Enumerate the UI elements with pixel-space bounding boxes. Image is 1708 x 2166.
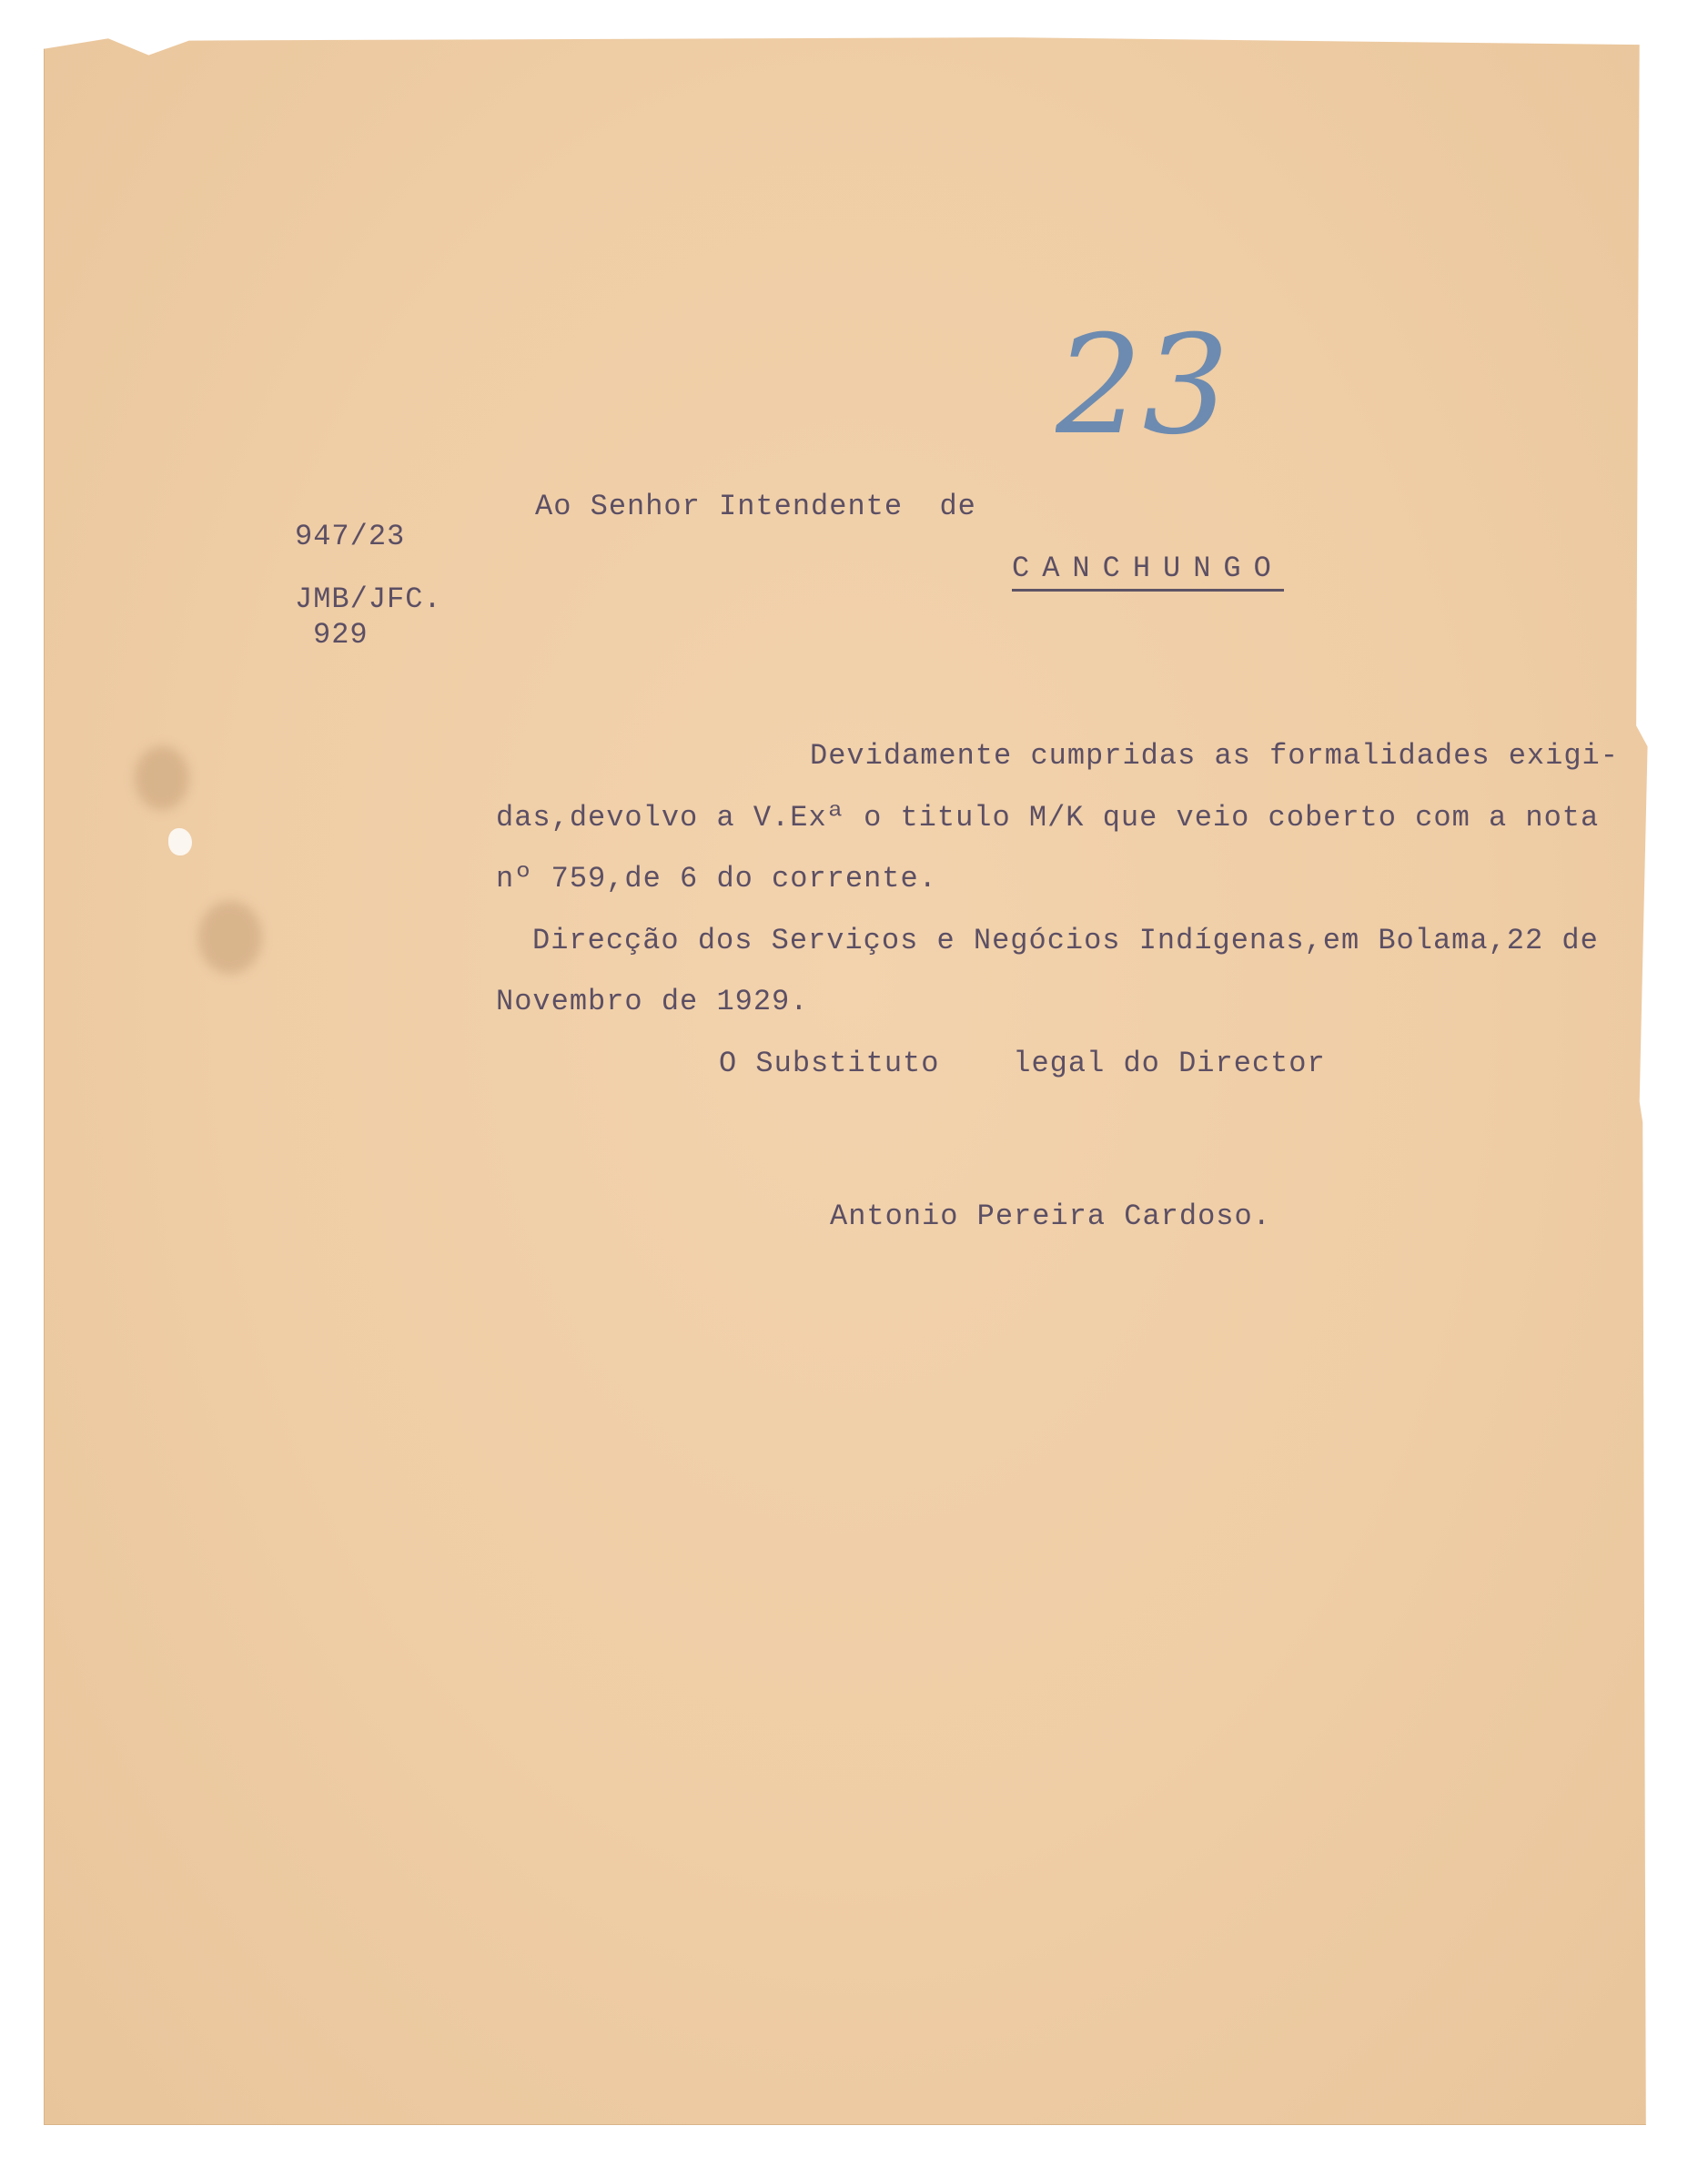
reference-number: 947/23	[295, 520, 406, 553]
stain	[198, 901, 262, 974]
folio-annotation	[1056, 319, 1265, 473]
document-page	[44, 36, 1659, 2125]
signature-name: Antonio Pereira Cardoso.	[830, 1199, 1271, 1233]
paper-hole	[168, 828, 192, 855]
reference-block	[295, 455, 405, 684]
addressee-place: CANCHUNGO	[1012, 552, 1284, 592]
typist-initials: JMB/JFC.	[295, 582, 442, 616]
stain	[135, 746, 189, 810]
signature-title: O Substituto legal do Director	[719, 1047, 1326, 1080]
body-line-3: nº 759,de 6 do corrente.	[496, 862, 937, 896]
reference-year: 929	[313, 618, 369, 652]
body-line-1: Devidamente cumpridas as formalidades exigi-	[810, 739, 1619, 773]
body-line-5: Novembro de 1929.	[496, 985, 809, 1018]
body-line-2: das,devolvo a V.Exª o titulo M/K que veio coberto com a nota	[496, 801, 1600, 835]
folio-number: 23	[1056, 319, 1229, 465]
addressee-line: Ao Senhor Intendente de	[535, 490, 976, 523]
body-line-4: Direcção dos Serviços e Negócios Indígenas,em Bolama,22 de	[532, 924, 1599, 957]
